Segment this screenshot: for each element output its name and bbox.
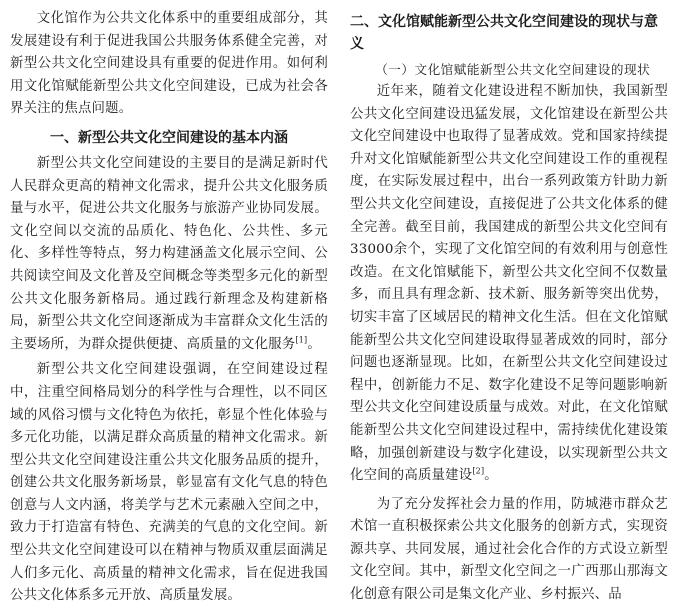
section1-paragraph-1 <box>10 153 328 356</box>
paragraph-end: 。 <box>484 468 498 484</box>
section1-heading: 一、新型公共文化空间建设的基本内涵 <box>50 129 288 146</box>
paragraph-end: 。 <box>307 336 321 352</box>
subsection1-heading: （一）文化馆赋能新型公共文化空间建设的现状 <box>375 62 651 77</box>
section2-heading: 二、文化馆赋能新型公共文化空间建设的现状与意义 <box>350 14 658 52</box>
paragraph-text: 新型公共文化空间建设的主要目的是满足新时代人民群众更高的精神文化需求，提升公共文化服务质量与水平，促进公共文化服务与旅游产业协同发展。文化空间以交流的品质化、特色化、公共性、多元化、多样性等特点，努力构建涵盖文化展示空间、公共阅读空间及文化普及空间概念等类型多元化的新型公共文化服务新格局。通过践行新理念及构建新格局，新型公共文化空间逐渐成为丰富群众文化生活的主要场所，为群众提供便捷、高质量的文化服务 <box>10 155 328 352</box>
left-column <box>10 0 328 608</box>
section2-paragraph-1 <box>350 81 668 488</box>
intro-paragraph: 文化馆作为公共文化体系中的重要组成部分，其发展建设有利于促进我国公共服务体系健全完善，对新型公共文化空间建设具有重要的促进作用。如何利用文化馆赋能新型公共文化空间建设，已成为社会各界关注的焦点问题。 <box>10 11 328 117</box>
section1-paragraph-2: 新型公共文化空间建设强调，在空间建设过程中，注重空间格局划分的科学性与合理性，以不同区域的风俗习惯与文化特色为依托，彰显个性化体验与多元化功能，以满足群众高质量的精神文化需求。新型公共文化空间建设注重公共文化服务品质的提升，创建公共文化服务新场景，彰显富有文化气息的特色创意与人文内涵，将美学与艺术元素融入空间之中，致力于打造富有特色、充满美的气息的文化空间。新型公共文化空间建设可以在精神与物质双重层面满足人们多元化、高质量的精神文化需求，旨在促进我国公共文化体系多元开放、高质量发展。 <box>10 362 328 604</box>
right-column <box>350 0 668 607</box>
section2-paragraph-2: 为了充分发挥社会力量的作用，防城港市群众艺术馆一直积极探索公共文化服务的创新方式，实现资源共享、共同发展，通过社会化合作的方式设立新型文化空间。其中，新型文化空间之一广西那山那海文化创意有限公司是集文化产业、乡村振兴、品 <box>350 496 668 603</box>
reference-mark: [1] <box>295 335 308 345</box>
paragraph-text: 近年来，随着文化建设进程不断加快，我国新型公共文化空间建设迅猛发展，文化馆建设在新型公共文化空间建设中也取得了显著成效。党和国家持续提升对文化馆赋能新型公共文化空间建设工作的重视程度，在实际发展过程中，出台一系列政策方针助力新型公共文化空间建设，直接促进了公共文化体系的健全完善。截至目前，我国建成的新型公共文化空间有33000余个，实现了文化馆空间的有效利用与创意性改造。在文化馆赋能下，新型公共文化空间不仅数量多，而且具有理念新、技术新、服务新等突出优势，切实丰富了区域居民的精神文化生活。但在文化馆赋能新型公共文化空间建设取得显著成效的同时，部分问题也逐渐显现。比如，在新型公共文化空间建设过程中，创新能力不足、数字化建设不足等问题影响新型公共文化空间建设质量与成效。对此，在文化馆赋能新型公共文化空间建设过程中，需持续优化建设策略，加强创新建设与数字化建设，以实现新型公共文化空间的高质量建设 <box>350 84 668 484</box>
reference-mark: [2] <box>472 466 485 476</box>
